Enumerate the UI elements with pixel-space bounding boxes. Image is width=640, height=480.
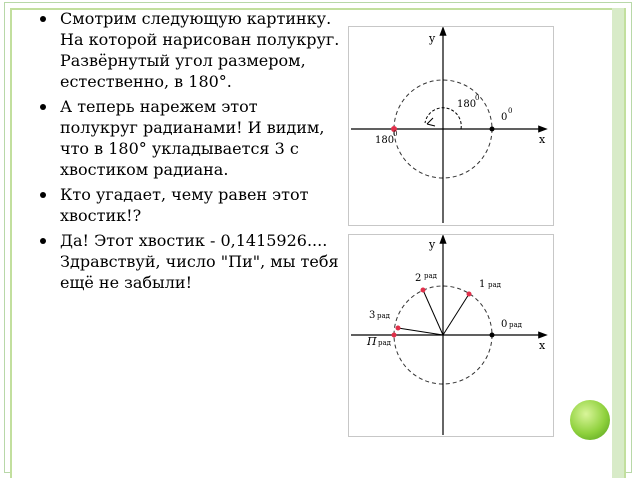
- zero-label: 0: [501, 112, 508, 123]
- point-pi: [392, 333, 397, 338]
- x-axis-label: x: [539, 133, 546, 146]
- left-degree-mark: 0: [393, 130, 398, 138]
- point-1: [467, 292, 472, 297]
- bullet-text: Смотрим следующую картинку. На которой нарисован полукруг. Развёрнутый угол размером, естественно, в 180°.: [60, 9, 340, 91]
- decorative-green-circle: [570, 400, 610, 440]
- angle-label: 180: [457, 99, 477, 110]
- slide-side-stripe: [612, 8, 624, 478]
- bullet-dot-icon: [40, 238, 46, 244]
- point-3: [396, 326, 401, 331]
- point-0: [490, 333, 495, 338]
- bullet-list: [40, 8, 340, 297]
- bullet-text: Кто угадает, чему равен этот хвостик!?: [60, 185, 309, 225]
- label-3: 3: [369, 310, 376, 321]
- label-0-unit: рад: [509, 321, 522, 329]
- bullet-item: [40, 8, 340, 92]
- radius-1: [443, 294, 469, 335]
- semicircle-diagram: [348, 26, 554, 226]
- radius-3: [398, 328, 443, 335]
- radian-diagram: [348, 234, 554, 437]
- bullet-dot-icon: [40, 16, 46, 22]
- bullet-item: [40, 230, 340, 293]
- bullet-text: Да! Этот хвостик - 0,1415926.... Здравствуй, число "Пи", мы тебя ещё не забыли!: [60, 231, 339, 292]
- y-axis-label: y: [429, 32, 436, 45]
- bullet-text: А теперь нарежем этот полукруг радианами! И видим, что в 180° укладывается 3 с хвостиком радиана.: [60, 97, 325, 179]
- point-0: [490, 127, 495, 132]
- bullet-dot-icon: [40, 104, 46, 110]
- label-0: 0: [501, 319, 508, 330]
- radius-2: [423, 290, 443, 335]
- point-2: [421, 288, 426, 293]
- y-axis-label: y: [429, 238, 436, 251]
- zero-degree-mark: 0: [508, 107, 513, 115]
- label-2-unit: рад: [424, 272, 437, 280]
- angle-arrow-icon: [427, 118, 435, 126]
- bullet-item: [40, 96, 340, 180]
- pi-label: П: [367, 335, 377, 348]
- label-2: 2: [415, 273, 422, 284]
- label-1: 1: [479, 279, 486, 290]
- left-label: 180: [375, 135, 395, 146]
- bullet-dot-icon: [40, 192, 46, 198]
- pi-unit: рад: [378, 339, 391, 347]
- angle-degree-mark: 0: [475, 94, 480, 102]
- x-axis-label: x: [539, 339, 546, 352]
- bullet-item: [40, 184, 340, 226]
- label-3-unit: рад: [377, 312, 390, 320]
- label-1-unit: рад: [488, 281, 501, 289]
